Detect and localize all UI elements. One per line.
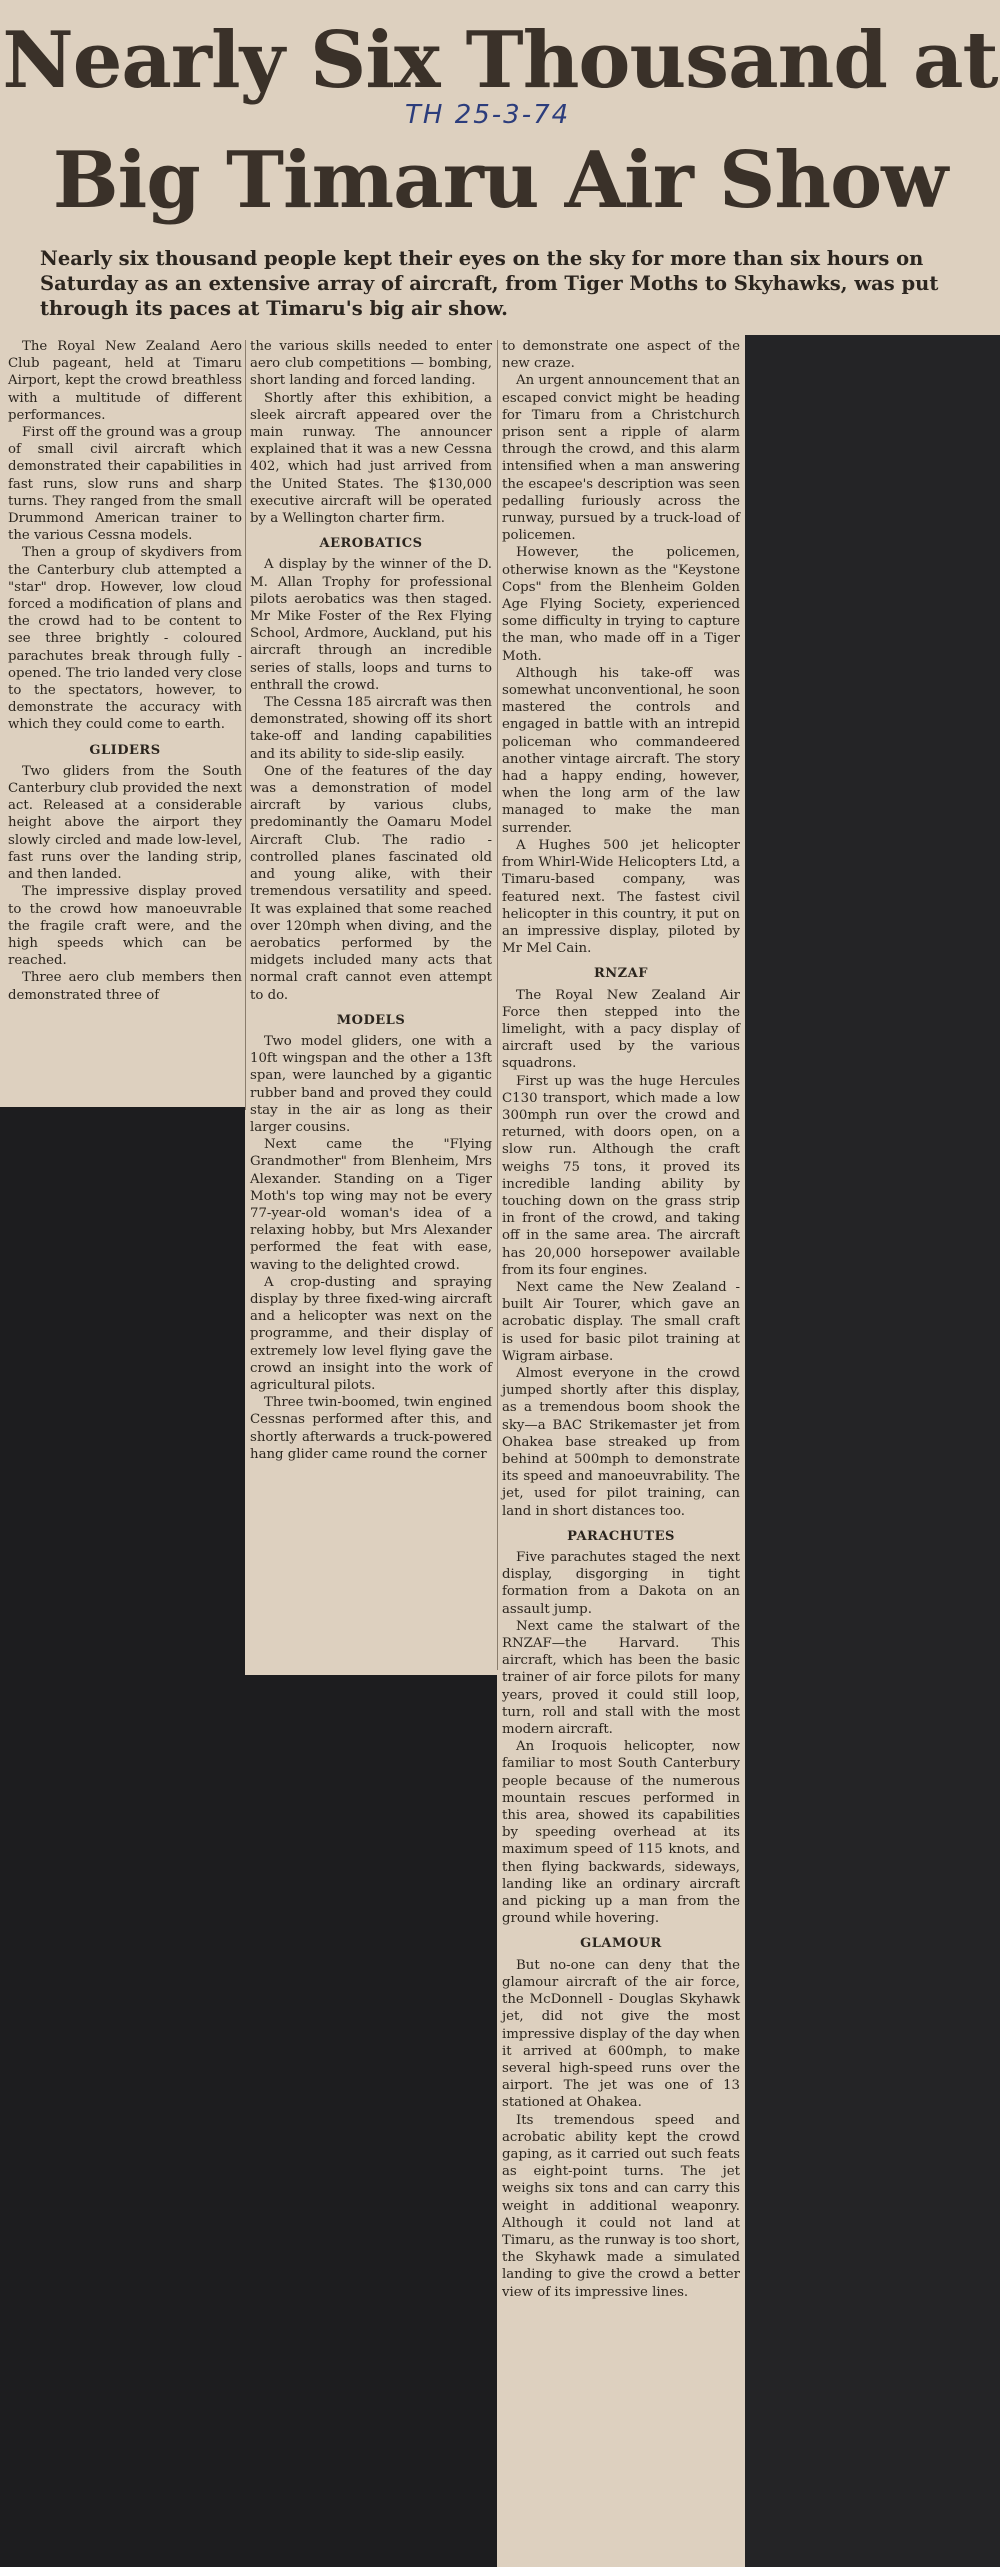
paragraph: First up was the huge Hercules C130 transport, which made a low 300mph run over the crowd and returned, with doors open, on a slow run. Although the craft weighs 75 tons, it proved its incredible landing ability by touching down on the grass strip in front of the crowd, and taking off in the same area. The aircraft has 20,000 horsepower available from its four engines. [502,1073,740,1278]
paragraph: However, the policemen, otherwise known as the "Keystone Cops" from the Blenheim Golden Age Flying Society, experienced some difficulty in trying to capture the man, who made off in a Tiger Moth. [502,545,740,664]
paragraph: One of the features of the day was a demonstration of model aircraft by various clubs, predominantly the Oamaru Model Aircraft Club. The radio - controlled planes fascinated old and young alike, with their tremendous versatility and speed. It was explained that some reached over 120mph when diving, and the aerobatics performed by the midgets included many acts that normal craft cannot even attempt to do. [250,763,492,1003]
paragraph: Next came the New Zealand - built Air Tourer, which gave an acrobatic display. The small craft is used for basic pilot training at Wigram airbase. [502,1279,740,1364]
paragraph: A Hughes 500 jet helicopter from Whirl-Wide Helicopters Ltd, a Timaru-based company, was featured next. The fastest civil helicopter in this country, it put on an impressive display, piloted by Mr Mel Cain. [502,837,740,957]
subheading-glamour: GLAMOUR [580,1936,662,1952]
standfirst: Nearly six thousand people kept their eyes on the sky for more than six hours on Saturday as an extensive array of aircraft, from Tiger Moths to Skyhawks, was put through its paces at Timaru's big air show. [40,247,939,320]
paragraph: Almost everyone in the crowd jumped shortly after this display, as a tremendous boom shook the sky—a BAC Strikemaster jet from Ohakea base streaked up from behind at 500mph to demonstrate its speed and manoeuvrability. The jet, used for pilot training, can land in short distances too. [502,1365,740,1519]
paragraph: Shortly after this exhibition, a sleek aircraft appeared over the main runway. The announcer explained that it was a new Cessna 402, which had just arrived from the United States. The $130,000 executive aircraft will be operated by a Wellington charter firm. [250,390,492,527]
subheading-rnzaf: RNZAF [594,966,648,982]
column-rule [497,340,498,1670]
subheading-gliders: GLIDERS [89,742,161,758]
paragraph: The impressive display proved to the crowd how manoeuvrable the fragile craft were, and the high speeds which can be reached. [8,884,242,969]
paragraph: But no-one can deny that the glamour aircraft of the air force, the McDonnell - Douglas Skyhawk jet, did not give the most impressive display of the day when it arrived at 600mph, to make several high-speed runs over the airport. The jet was one of 13 stationed at Ohakea. [502,1957,740,2111]
paragraph: An Iroquois helicopter, now familiar to most South Canterbury people because of the numerous mountain rescues performed in this area, showed its capabilities by speeding overhead at its maximum speed of 115 knots, and then flying backwards, sideways, landing like an ordinary aircraft and picking up a man from the ground while hovering. [502,1739,740,1927]
paragraph: Two gliders from the South Canterbury club provided the next act. Released at a considerable height above the airport they slowly circled and made low-level, fast runs over the landing strip, and then landed. [8,763,242,883]
paragraph: The Royal New Zealand Aero Club pageant, held at Timaru Airport, kept the crowd breathless with a multitude of different performances. [8,339,242,423]
article-column-1 [8,338,242,1004]
subheading-parachutes: PARACHUTES [567,1528,675,1544]
paragraph: Then a group of skydivers from the Canterbury club attempted a "star" drop. However, low cloud forced a modification of plans and the crowd had to be content to see three brightly - coloured parachutes break through fully - opened. The trio landed very close to the spectators, however, to demonstrate the accuracy with which they could come to earth. [8,545,242,733]
paragraph: The Cessna 185 aircraft was then demonstrated, showing off its short take-off and landing capabilities and its ability to side-slip easily. [250,695,492,762]
paragraph: A display by the winner of the D. M. Allan Trophy for professional pilots aerobatics was then staged. Mr Mike Foster of the Rex Flying School, Ardmore, Auckland, put his aircraft through an incredible series of stalls, loops and turns to enthrall the crowd. [250,557,492,693]
paragraph: First off the ground was a group of small civil aircraft which demonstrated their capabilities in fast runs, slow runs and sharp turns. They ranged from the small Drummond American trainer to the various Cessna models. [8,425,242,544]
column-rule [245,340,246,1110]
paragraph: The Royal New Zealand Air Force then stepped into the limelight, with a pacy display of aircraft used by the various squadrons. [502,987,740,1072]
paragraph: A crop-dusting and spraying display by three fixed-wing aircraft and a helicopter was next on the programme, and their display of extremely low level flying gave the crowd an insight into the work of agricultural pilots. [250,1274,492,1393]
paragraph: Next came the stalwart of the RNZAF—the Harvard. This aircraft, which has been the basic trainer of air force pilots for many years, proved it could still loop, turn, roll and stall with the most modern aircraft. [502,1618,740,1738]
paragraph: Its tremendous speed and acrobatic ability kept the crowd gaping, as it carried out such feats as eight-point turns. The jet weighs six tons and can carry this weight in additional weaponry. Although it could not land at Timaru, as the runway is too short, the Skyhawk made a simulated landing to give the crowd a better view of its impressive lines. [502,2112,740,2300]
subheading-models: MODELS [336,1012,406,1028]
headline-line-2: Big Timaru Air Show [52,135,948,226]
headline-line-1: Nearly Six Thousand at [2,15,998,106]
article-column-2 [250,338,492,1463]
paragraph: the various skills needed to enter aero club competitions — bombing, short landing and forced landing. [250,339,492,389]
paragraph: to demonstrate one aspect of the new craze. [502,339,740,372]
dark-background-fold [745,335,1000,2567]
paragraph: An urgent announcement that an escaped convict might be heading for Timaru from a Christchurch prison sent a ripple of alarm through the crowd, and this alarm intensified when a man answering the escapee's description was seen pedalling furiously across the runway, pursued by a truck-load of policemen. [502,373,740,544]
paragraph: Next came the "Flying Grandmother" from Blenheim, Mrs Alexander. Standing on a Tiger Moth's top wing may not be every 77-year-old woman's idea of a relaxing hobby, but Mrs Alexander performed the feat with ease, waving to the delighted crowd. [250,1137,492,1273]
paragraph: Five parachutes staged the next display, disgorging in tight formation from a Dakota on an assault jump. [502,1550,740,1617]
handwritten-date-note: TH 25-3-74 [405,100,571,130]
paragraph: Two model gliders, one with a 10ft wingspan and the other a 13ft span, were launched by a gigantic rubber band and proved they could stay in the air as long as their larger cousins. [250,1033,492,1135]
subheading-aerobatics: AEROBATICS [319,536,423,552]
paragraph: Three twin-boomed, twin engined Cessnas performed after this, and shortly afterwards a truck-powered hang glider came round the corner [250,1395,492,1462]
paragraph: Although his take-off was somewhat unconventional, he soon mastered the controls and engaged in battle with an intrepid policeman who commandeered another vintage aircraft. The story had a happy ending, however, when the long arm of the law managed to make the man surrender. [502,665,740,836]
paragraph: Three aero club members then demonstrated three of [8,970,242,1003]
article-column-3 [502,338,740,2301]
